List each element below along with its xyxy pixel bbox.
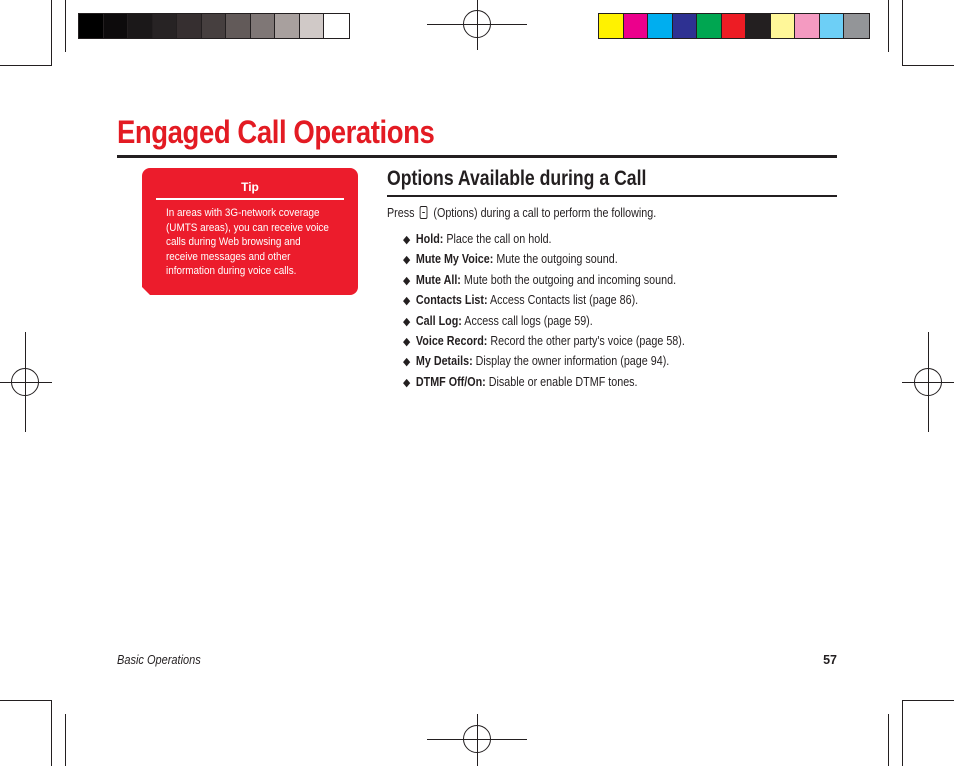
option-description: Access Contacts list (page 86).	[489, 293, 639, 308]
section-heading: Options Available during a Call	[387, 167, 647, 190]
color-swatch	[746, 14, 771, 38]
gray-swatch	[226, 14, 251, 38]
options-key-icon	[420, 206, 428, 219]
footer-section-name: Basic Operations	[117, 653, 201, 667]
option-description: Mute both the outgoing and incoming sound.	[463, 272, 677, 287]
diamond-bullet-icon: ◆	[403, 335, 411, 348]
intro-paragraph	[387, 206, 656, 220]
list-item	[403, 314, 685, 334]
option-description: Disable or enable DTMF tones.	[488, 374, 638, 389]
option-name: Mute All:	[415, 272, 461, 287]
option-name: DTMF Off/On:	[415, 374, 486, 389]
option-description: Place the call on hold.	[446, 232, 552, 246]
color-swatch	[820, 14, 845, 38]
option-name: Contacts List:	[415, 293, 488, 308]
page-title: Engaged Call Operations	[117, 114, 435, 150]
tip-label: Tip	[241, 180, 259, 194]
color-swatch	[795, 14, 820, 38]
intro-text-before: Press	[387, 206, 415, 220]
color-swatch	[673, 14, 698, 38]
list-item	[403, 293, 685, 313]
diamond-bullet-icon: ◆	[403, 274, 411, 287]
color-swatch	[844, 14, 869, 38]
process-color-bar	[598, 13, 870, 39]
list-item	[403, 354, 685, 374]
color-swatch	[771, 14, 796, 38]
color-swatch	[697, 14, 722, 38]
intro-text-after: (Options) during a call to perform the following.	[433, 206, 657, 220]
option-name: Call Log:	[415, 313, 462, 328]
color-swatch	[624, 14, 649, 38]
diamond-bullet-icon: ◆	[403, 254, 411, 267]
diamond-bullet-icon: ◆	[403, 315, 411, 328]
tip-text: In areas with 3G-network coverage (UMTS areas), you can receive voice calls during Web browsing and receive messages and other information during voice calls.	[166, 207, 329, 278]
list-item	[403, 273, 685, 293]
list-item	[403, 232, 685, 252]
tip-box	[142, 168, 358, 295]
option-name: Mute My Voice:	[415, 252, 494, 267]
color-swatch	[722, 14, 747, 38]
options-list	[403, 232, 731, 395]
gray-swatch	[104, 14, 129, 38]
section-divider	[387, 195, 837, 197]
gray-swatch	[251, 14, 276, 38]
gray-swatch	[275, 14, 300, 38]
page-number: 57	[823, 653, 837, 667]
option-name: Voice Record:	[415, 333, 488, 348]
gray-swatch	[153, 14, 178, 38]
gray-swatch	[300, 14, 325, 38]
diamond-bullet-icon: ◆	[403, 234, 411, 246]
grayscale-color-bar	[78, 13, 350, 39]
color-swatch	[648, 14, 673, 38]
gray-swatch	[128, 14, 153, 38]
diamond-bullet-icon: ◆	[403, 295, 411, 308]
gray-swatch	[177, 14, 202, 38]
diamond-bullet-icon: ◆	[403, 376, 411, 389]
gray-swatch	[202, 14, 227, 38]
list-item	[403, 252, 685, 272]
option-description: Display the owner information (page 94).	[475, 354, 670, 369]
option-name: Hold:	[415, 232, 444, 246]
option-description: Mute the outgoing sound.	[496, 252, 618, 267]
tip-divider	[156, 198, 344, 200]
title-divider	[117, 155, 837, 158]
gray-swatch	[79, 14, 104, 38]
gray-swatch	[324, 14, 349, 38]
option-description: Access call logs (page 59).	[464, 313, 593, 328]
option-description: Record the other party's voice (page 58).	[490, 333, 685, 348]
list-item	[403, 375, 685, 395]
list-item	[403, 334, 685, 354]
option-name: My Details:	[415, 354, 473, 369]
diamond-bullet-icon: ◆	[403, 356, 411, 369]
color-swatch	[599, 14, 624, 38]
